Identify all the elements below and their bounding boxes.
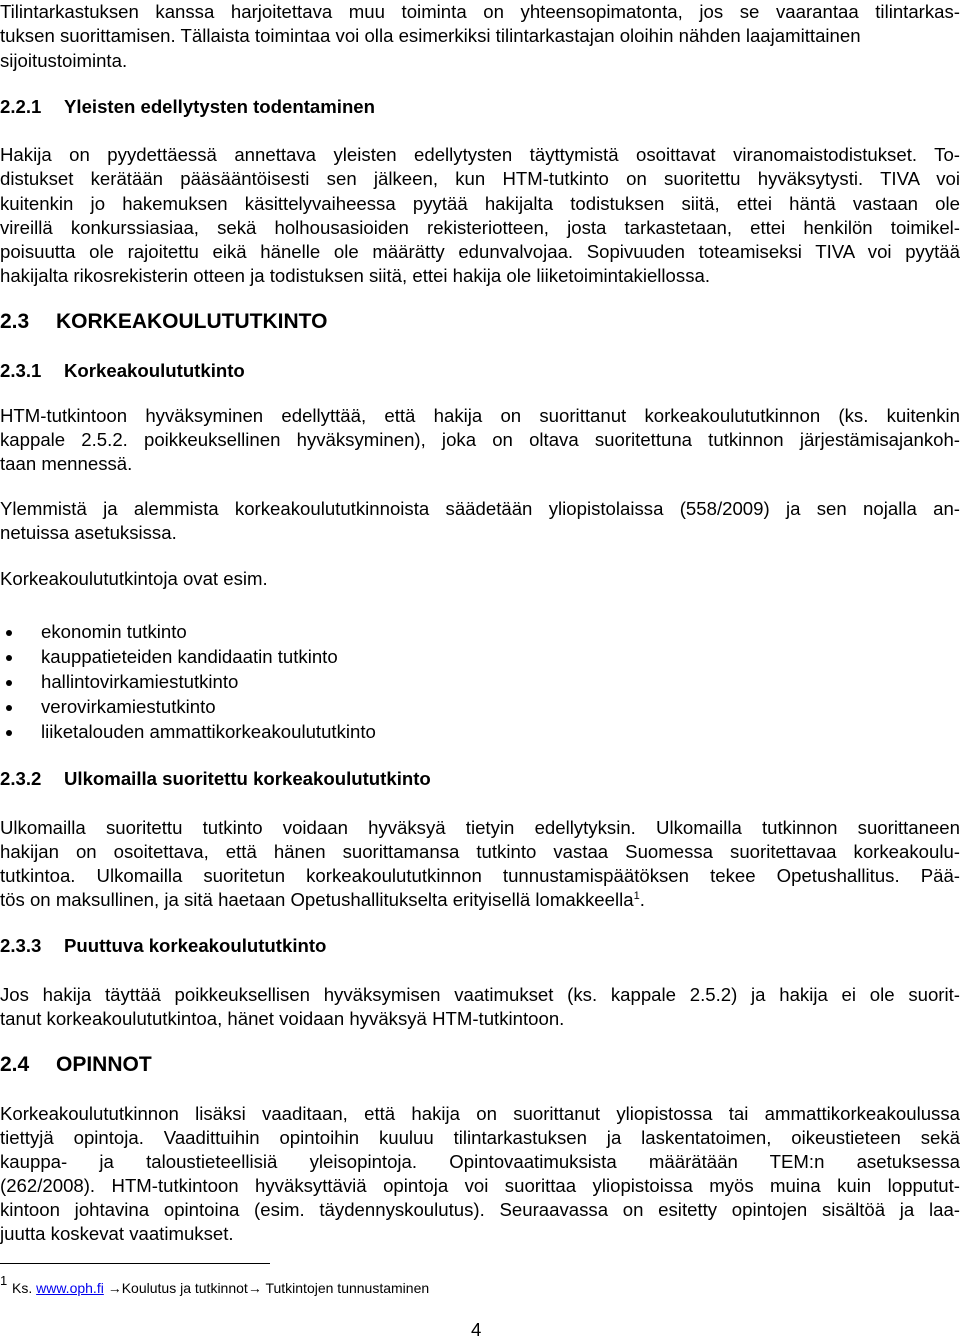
footnote-separator (0, 1263, 270, 1264)
arrow-icon: → (247, 1280, 262, 1296)
text-line: Ylemmistä ja alemmista korkeakoulututkinnoista säädetään yliopistolaissa (558/2009) ja sen nojalla an- (0, 498, 960, 519)
text-line-end: . (639, 889, 645, 910)
bullet-icon (6, 655, 12, 661)
heading-title: KORKEAKOULUTUTKINTO (56, 310, 328, 333)
text-line: taan mennessä. (0, 453, 133, 474)
text-line: kuitenkin jo hakemuksen käsittelyvaiheessa pyytää hakijalta todistuksen siitä, ettei häntä vastaan ole (0, 193, 960, 214)
heading-2-4 (0, 1052, 960, 1078)
footnote-part: Tutkintojen tunnustaminen (261, 1280, 430, 1296)
footnote-text (12, 1279, 429, 1297)
text-line: HTM-tutkintoon hyväksyminen edellyttää, että hakija on suorittanut korkeakoulututkinnon (ks. kuitenkin (0, 405, 960, 426)
text-line: tutkintoa. Ulkomailla suoritetun korkeakoulututkinnon tunnustamispäätöksen tekee Opetushallitus. Pää- (0, 865, 960, 886)
list-item-text: kauppatieteiden kandidaatin tutkinto (41, 646, 338, 667)
text-line: juutta koskevat vaatimukset. (0, 1223, 234, 1244)
text-line (0, 888, 960, 912)
text-line: poisuutta ole rajoitettu eikä hänelle ole määrätty edunvalvojaa. Sopivuuden toteamiseksi TIVA voi pyytää (0, 241, 960, 262)
heading-title: Korkeakoulututkinto (64, 360, 245, 381)
text-line: sijoitustoiminta. (0, 50, 128, 71)
footnote-part: Koulutus ja tutkinnot (121, 1280, 248, 1296)
heading-number: 2.3.2 (0, 768, 42, 789)
heading-2-3 (0, 309, 960, 335)
text-line: Ulkomailla suoritettu tutkinto voidaan hyväksyä tietyin edellytyksin. Ulkomailla tutkinnon suorittaneen (0, 817, 960, 838)
footnote-link[interactable]: www.oph.fi (36, 1280, 104, 1296)
arrow-icon: → (103, 1280, 122, 1296)
bullet-icon (6, 680, 12, 686)
text-line: tiettyjä opintoja. Vaadittuihin opintoihin kuuluu tilintarkastuksen ja laskentatoimen, oikeustieteen sekä (0, 1127, 960, 1148)
heading-title: Ulkomailla suoritettu korkeakoulututkinto (64, 768, 431, 789)
text-line: tanut korkeakoulututkintoa, hänet voidaan hyväksyä HTM-tutkintoon. (0, 1008, 565, 1029)
bullet-icon (6, 630, 12, 636)
list-item-text: liiketalouden ammattikorkeakoulututkinto (41, 721, 376, 742)
heading-number: 2.3.1 (0, 360, 42, 381)
text-line-body: tös on maksullinen, ja sitä haetaan Opetushallitukselta erityisellä lomakkeella (0, 889, 634, 910)
list-item-text: hallintovirkamiestutkinto (41, 671, 239, 692)
text-line: hakijalta rikosrekisterin otteen ja todistuksen siitä, ettei hakija ole liiketoimintakiellossa. (0, 265, 711, 286)
text-line: hakijan on osoitettava, että hänen suorittamansa tutkinto vastaa Suomessa suoritettavaa korkeakoulu- (0, 841, 960, 862)
heading-2-3-2 (0, 767, 960, 791)
text-line: distukset kerätään pääsääntöisesti sen jälkeen, kun HTM-tutkinto on suoritettu hyväksytysti. TIVA voi (0, 168, 960, 189)
heading-number: 2.4 (0, 1053, 30, 1076)
heading-2-3-1 (0, 359, 960, 383)
heading-number: 2.2.1 (0, 96, 42, 117)
text-line: kauppa- ja taloustieteellisiä yleisopintoja. Opintovaatimuksista määrätään TEM:n asetuksessa (0, 1151, 960, 1172)
footnote-ref[interactable]: 1 (633, 889, 640, 902)
text-line: Jos hakija täyttää poikkeuksellisen hyväksymisen vaatimukset (ks. kappale 2.5.2) ja hakija ei ole suorit- (0, 984, 960, 1005)
footnote-prefix: Ks. (12, 1280, 37, 1296)
heading-title: Puuttuva korkeakoulututkinto (64, 935, 327, 956)
text-line: Tilintarkastuksen kanssa harjoitettava muu toiminta on yhteensopimatonta, jos se vaarantaa tilintarkas- (0, 1, 960, 22)
bullet-icon (6, 705, 12, 711)
text-line: vireillä konkurssiasiaa, sekä holhousasioiden rekisteriotteen, josta tarkastetaan, ettei henkilön toimikel- (0, 217, 960, 238)
heading-title: OPINNOT (56, 1053, 152, 1076)
heading-number: 2.3.3 (0, 935, 42, 956)
heading-2-3-3 (0, 934, 960, 958)
heading-title: Yleisten edellytysten todentaminen (64, 96, 376, 117)
bullet-icon (6, 730, 12, 736)
paragraph-2-3-1-c: Korkeakoulututkintoja ovat esim. (0, 568, 268, 589)
text-line: kappale 2.5.2. poikkeuksellinen hyväksyminen), joka on oltava suoritettuna tutkinnon järjestämisajankoh- (0, 429, 960, 450)
page-number: 4 (471, 1319, 482, 1340)
footnote-number: 1 (0, 1273, 8, 1288)
text-line: netuissa asetuksissa. (0, 522, 177, 543)
list-item-text: verovirkamiestutkinto (41, 696, 216, 717)
text-line: kintoon johtavina opintoina (esim. täydennyskoulutus). Seuraavassa on esitetty opintojen sisältöä ja laa- (0, 1199, 960, 1220)
text-line: (262/2008). HTM-tutkintoon hyväksyttäviä opintoja voi suorittaa yliopistoissa myös muina kuin lopputut- (0, 1175, 960, 1196)
list-item-text: ekonomin tutkinto (41, 621, 187, 642)
text-line: tuksen suorittamisen. Tällaista toimintaa voi olla esimerkiksi tilintarkastajan oloihin nähden laajamittainen (0, 25, 861, 46)
heading-2-2-1 (0, 95, 960, 119)
text-line: Korkeakoulututkinnon lisäksi vaaditaan, että hakija on suorittanut yliopistossa tai ammattikorkeakoulussa (0, 1103, 960, 1124)
text-line: Hakija on pyydettäessä annettava yleisten edellytysten täyttymistä osoittavat viranomaistodistukset. To- (0, 144, 960, 165)
heading-number: 2.3 (0, 310, 30, 333)
